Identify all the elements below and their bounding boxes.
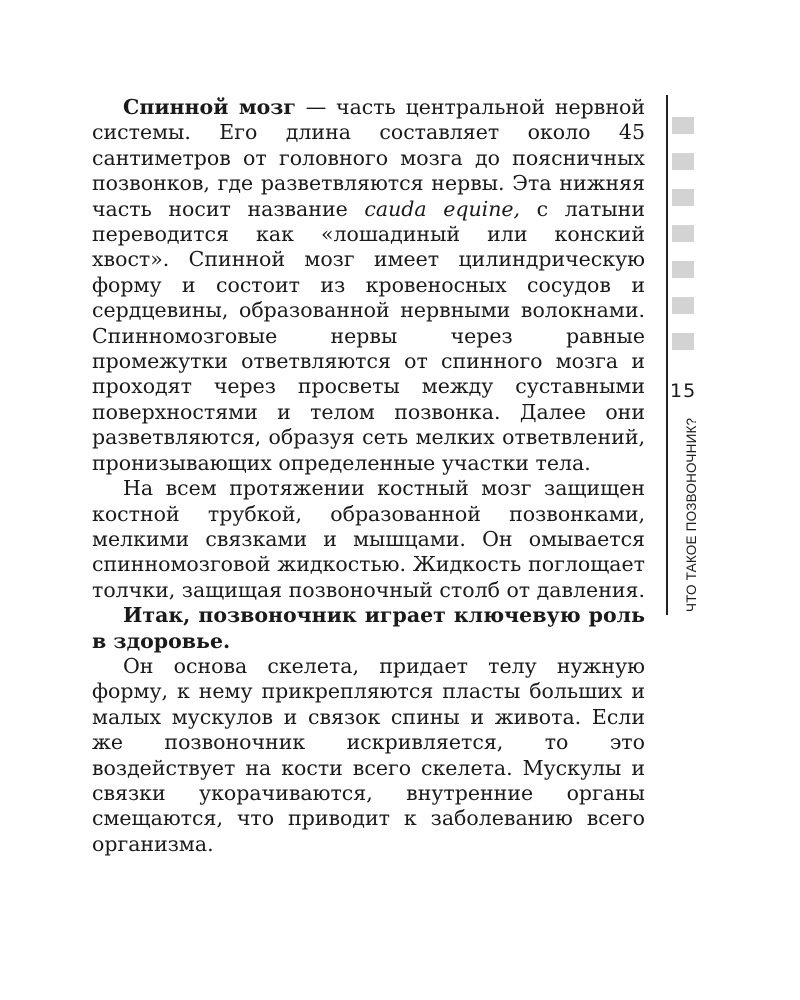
margin-rule [666, 95, 668, 615]
paragraph-key-role: Итак, позвоночник играет ключевую роль в здоровье. [92, 603, 645, 653]
margin-square [672, 297, 694, 314]
paragraph-skeleton: Он основа скелета, придает телу нужную форму, к нему прикрепляются пласты больших и малых мускулов и связок спины и живота. Если же позвоночник искривляется, то это воздействует на кости всего скелета. Мускулы и связки укорачиваются, внутренние органы смещаются, что приводит к заболеванию всего организма. [92, 653, 645, 856]
margin-square [672, 261, 694, 278]
latin-term: cauda equine, [364, 196, 521, 221]
margin-square [672, 333, 694, 350]
margin-square [672, 189, 694, 206]
paragraph-protection: На всем протяжении костный мозг защищен костной трубкой, образованной позвонками, мелкими связками и мышцами. Он омывается спинномозговой жидкостью. Жидкость поглощает толчки, защищая позвоночный столб от давления. [92, 476, 645, 602]
term-spinal-cord: Спинной мозг [123, 95, 296, 119]
paragraph-1-text-b: с латыни переводится как «лошадиный или конский хвост». Спинной мозг имеет цилиндрическую форму и состоит из кровеносных сосудов и сердцевины, образованной нервными волокнами. Спинномозговые нервы через равные промежутки ответвляются от спинного мозга и проходят через просветы между суставными поверхностями и телом позвонка. Далее они разветвляются, образуя сеть мелких ответвлений, пронизывающих определенные участки тела. [92, 196, 645, 475]
body-text [92, 95, 645, 857]
margin-square [672, 117, 694, 134]
running-title: ЧТО ТАКОЕ ПОЗВОНОЧНИК? [684, 417, 699, 612]
paragraph-1-text-a: — часть центральной нервной системы. Его длина составляет около 45 сантиметров от головного мозга до поясничных позвонков, где разветвляются нервы. Эта нижняя часть носит название [92, 95, 645, 221]
margin-square [672, 153, 694, 170]
margin-squares [672, 117, 696, 369]
paragraph-spinal-cord [92, 95, 645, 476]
margin-square [672, 225, 694, 242]
page-number: 15 [670, 380, 697, 402]
